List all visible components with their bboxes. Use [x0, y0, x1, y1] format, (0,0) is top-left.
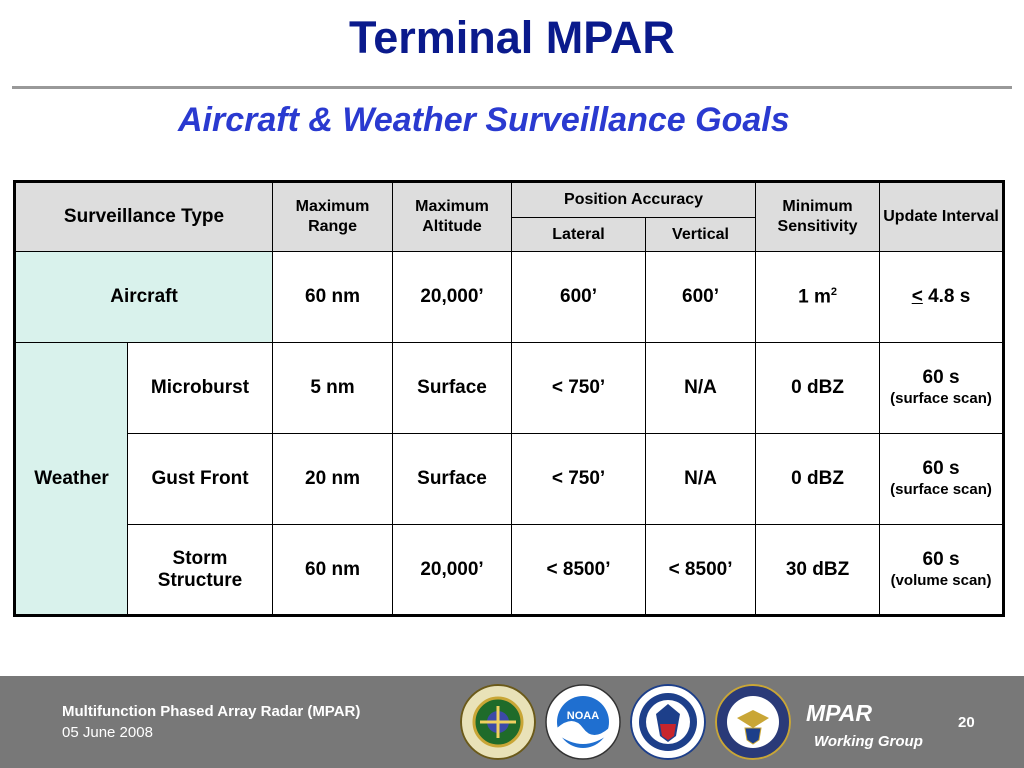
mpar-logo: MPAR: [806, 700, 873, 726]
cell-aircraft-update: [880, 252, 1004, 343]
page-subtitle: Aircraft & Weather Surveillance Goals: [178, 101, 790, 139]
table-row-microburst: [15, 343, 1004, 434]
cell-altitude: 20,000’: [393, 525, 512, 616]
cell-sensitivity: 0 dBZ: [756, 434, 880, 525]
update-note: (surface scan): [890, 390, 992, 407]
cell-update: [880, 525, 1004, 616]
header-position-accuracy: Position Accuracy: [512, 182, 756, 218]
cell-lateral: < 750’: [512, 434, 646, 525]
update-symbol: <: [911, 286, 923, 307]
cell-vertical: N/A: [646, 434, 756, 525]
table-row-gust-front: [15, 434, 1004, 525]
title-divider: [12, 86, 1012, 89]
presentation-title: Multifunction Phased Array Radar (MPAR): [62, 703, 361, 720]
header-row-top: [15, 182, 1004, 218]
cell-aircraft-type: Aircraft: [15, 252, 273, 343]
cell-altitude: Surface: [393, 343, 512, 434]
page-number: 20: [958, 714, 975, 731]
cell-vertical: N/A: [646, 343, 756, 434]
cell-altitude: Surface: [393, 434, 512, 525]
surveillance-goals-table: [13, 180, 1005, 617]
cell-aircraft-range: 60 nm: [273, 252, 393, 343]
update-note: (surface scan): [890, 481, 992, 498]
cell-lateral: < 8500’: [512, 525, 646, 616]
header-vertical: Vertical: [646, 218, 756, 252]
cell-lateral: < 750’: [512, 343, 646, 434]
cell-vertical: < 8500’: [646, 525, 756, 616]
cell-range: 20 nm: [273, 434, 393, 525]
sensitivity-exponent: 2: [830, 285, 837, 298]
update-main: 60 s: [922, 548, 960, 570]
faa-seal-icon: [460, 684, 536, 760]
cell-sensitivity: 30 dBZ: [756, 525, 880, 616]
cell-range: 60 nm: [273, 525, 393, 616]
cell-aircraft-altitude: 20,000’: [393, 252, 512, 343]
table-row-aircraft: [15, 252, 1004, 343]
dhs-seal-icon: [630, 684, 706, 760]
header-min-sensitivity: Minimum Sensitivity: [756, 182, 880, 252]
cell-subtype: Storm Structure: [128, 525, 273, 616]
cell-subtype: Microburst: [128, 343, 273, 434]
working-group-label: Working Group: [814, 733, 923, 750]
cell-range: 5 nm: [273, 343, 393, 434]
header-max-range: Maximum Range: [273, 182, 393, 252]
cell-update: [880, 343, 1004, 434]
dod-seal-icon: [715, 684, 791, 760]
header-lateral: Lateral: [512, 218, 646, 252]
page-title: Terminal MPAR: [349, 12, 675, 63]
presentation-date: 05 June 2008: [62, 724, 153, 741]
update-value: 4.8 s: [922, 286, 971, 307]
cell-aircraft-lateral: 600’: [512, 252, 646, 343]
table-row-storm-structure: [15, 525, 1004, 616]
header-update-interval: Update Interval: [880, 182, 1004, 252]
cell-sensitivity: 0 dBZ: [756, 343, 880, 434]
cell-aircraft-vertical: 600’: [646, 252, 756, 343]
sensitivity-value: 1 m: [798, 286, 831, 308]
svg-text:NOAA: NOAA: [566, 710, 600, 722]
update-note: (volume scan): [890, 571, 992, 589]
noaa-seal-icon: [545, 684, 621, 760]
header-surveillance-type: Surveillance Type: [15, 182, 273, 252]
cell-weather-label: Weather: [15, 343, 128, 616]
cell-aircraft-sensitivity: [756, 252, 880, 343]
cell-update: [880, 434, 1004, 525]
cell-subtype: Gust Front: [128, 434, 273, 525]
update-main: 60 s: [922, 458, 960, 479]
header-max-altitude: Maximum Altitude: [393, 182, 512, 252]
update-main: 60 s: [922, 367, 960, 388]
